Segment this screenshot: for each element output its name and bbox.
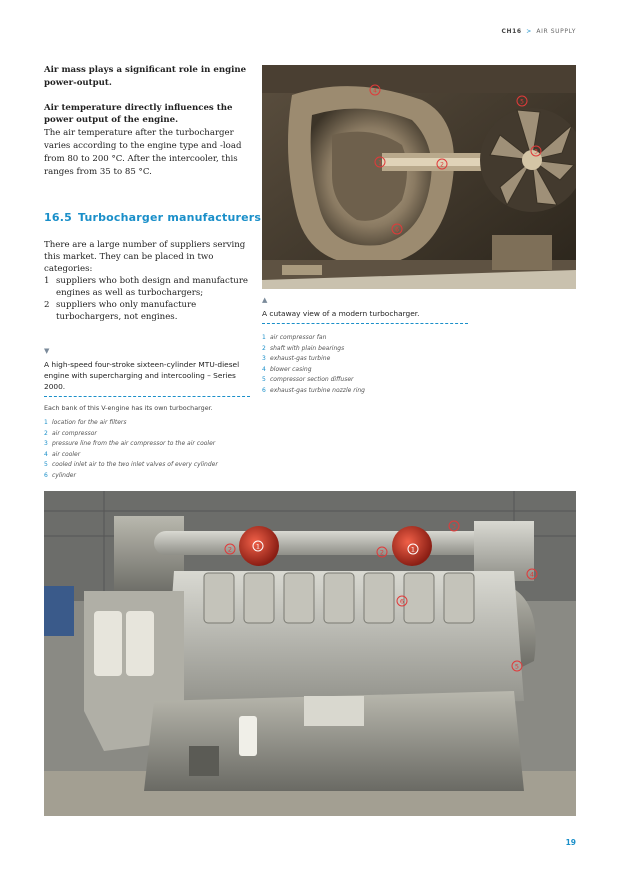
legend-number: 1 — [262, 334, 266, 341]
legend-text: exhaust-gas turbine nozzle ring — [270, 386, 365, 394]
header-separator: > — [526, 28, 532, 35]
callout-marker — [408, 544, 418, 554]
legend-number: 1 — [44, 419, 48, 426]
callout-marker — [449, 521, 459, 531]
callout-marker — [370, 85, 380, 95]
section-number: 16.5 — [44, 211, 72, 224]
list-text: suppliers who both design and manufacture engines as well as turbochargers; — [56, 276, 249, 298]
legend-item — [262, 386, 468, 397]
callout-marker — [527, 569, 537, 579]
legend-text: air compressor fan — [270, 334, 327, 341]
svg-text:4: 4 — [373, 87, 377, 95]
body-text — [44, 239, 249, 323]
legend-item — [262, 365, 468, 376]
legend-number: 6 — [262, 386, 266, 394]
engine-caption — [44, 347, 250, 481]
list-text: suppliers who only manufacture turbochargers, not engines. — [56, 300, 197, 322]
chapter-label: CH16 — [501, 28, 522, 35]
legend-item — [262, 375, 468, 386]
callout-marker — [517, 96, 527, 106]
section-title: Turbocharger manufacturers — [77, 211, 262, 224]
legend-text: shaft with plain bearings — [270, 344, 345, 352]
legend-item — [44, 460, 250, 471]
callout-marker — [397, 596, 407, 606]
running-header — [502, 28, 576, 35]
engine-caption-note: Each bank of this V-engine has its own turbocharger. — [44, 404, 213, 412]
legend-item — [44, 418, 250, 429]
turbo-callouts — [262, 65, 576, 289]
callout-marker — [225, 544, 235, 554]
legend-text: pressure line from the air compressor to the air cooler — [52, 440, 216, 447]
svg-text:1: 1 — [410, 545, 416, 554]
legend-item — [44, 471, 250, 482]
legend-text: air compressor — [52, 429, 97, 437]
engine-callouts — [44, 491, 576, 816]
section-label: AIR SUPPLY — [536, 28, 576, 35]
lead-paragraph-1 — [44, 64, 249, 90]
page-number: 19 — [565, 838, 576, 847]
legend-number: 3 — [262, 355, 266, 362]
svg-text:2: 2 — [440, 161, 444, 169]
legend-number: 4 — [44, 450, 48, 458]
svg-text:2: 2 — [379, 548, 385, 557]
legend-text: cylinder — [52, 471, 76, 479]
legend-number: 4 — [262, 365, 266, 373]
svg-text:1: 1 — [378, 159, 382, 167]
callout-marker — [531, 146, 541, 156]
lead-text — [44, 64, 249, 190]
callout-marker — [392, 224, 402, 234]
svg-text:6: 6 — [395, 226, 399, 234]
svg-text:5: 5 — [514, 662, 520, 671]
legend-item — [44, 450, 250, 461]
turbo-caption-title: A cutaway view of a modern turbocharger. — [262, 308, 468, 324]
legend-text: blower casing — [270, 365, 312, 373]
svg-text:4: 4 — [529, 570, 535, 579]
legend-item — [262, 354, 468, 365]
callout-marker — [375, 157, 385, 167]
turbo-legend — [262, 333, 468, 396]
callout-marker — [253, 541, 263, 551]
callout-marker — [437, 159, 447, 169]
turbo-caption — [262, 296, 468, 396]
up-triangle-icon: ▲ — [262, 296, 268, 304]
legend-text: cooled inlet air to the two inlet valves of every cylinder — [52, 461, 218, 468]
list-item — [44, 275, 249, 299]
legend-item — [44, 429, 250, 440]
legend-item — [44, 439, 250, 450]
legend-number: 2 — [262, 344, 266, 352]
lead-bold-2: Air temperature directly influences the power output of the engine. — [44, 102, 233, 126]
engine-photo — [44, 491, 576, 816]
lead-bold-1: Air mass plays a significant role in engine power-output. — [44, 65, 247, 88]
svg-text:3: 3 — [451, 522, 457, 531]
legend-item — [262, 344, 468, 355]
legend-text: exhaust-gas turbine — [270, 355, 331, 362]
turbocharger-cutaway-photo — [262, 65, 576, 289]
body-intro: There are a large number of suppliers serving this market. They can be placed in two categories: — [44, 240, 246, 274]
list-number: 1 — [44, 276, 50, 286]
callout-marker — [377, 547, 387, 557]
legend-text: compressor section diffuser — [270, 376, 354, 383]
engine-caption-title: A high-speed four-stroke sixteen-cylinder MTU-diesel engine with supercharging and intercooling – Series 2000. — [44, 359, 250, 397]
legend-number: 5 — [262, 376, 266, 383]
legend-text: location for the air filters — [52, 419, 127, 426]
engine-legend — [44, 418, 250, 481]
svg-text:3: 3 — [534, 148, 538, 156]
list-number: 2 — [44, 300, 50, 310]
legend-number: 5 — [44, 461, 48, 468]
section-heading — [44, 211, 261, 224]
lead-text-2: The air temperature after the turbocharger varies according to the engine type and -load from 80 to 200 °C. After the intercooler, this ranges from 35 to 85 °C. — [44, 128, 242, 177]
legend-item — [262, 333, 468, 344]
supplier-list — [44, 275, 249, 323]
lead-paragraph-2 — [44, 102, 249, 179]
svg-text:2: 2 — [227, 545, 233, 554]
legend-number: 3 — [44, 440, 48, 447]
legend-text: air cooler — [52, 450, 81, 458]
svg-text:1: 1 — [255, 542, 261, 551]
legend-number: 2 — [44, 429, 48, 437]
legend-number: 6 — [44, 471, 48, 479]
down-triangle-icon: ▼ — [44, 347, 50, 355]
svg-text:5: 5 — [520, 98, 524, 106]
callout-marker — [512, 661, 522, 671]
svg-text:6: 6 — [399, 597, 405, 606]
list-item — [44, 299, 249, 323]
